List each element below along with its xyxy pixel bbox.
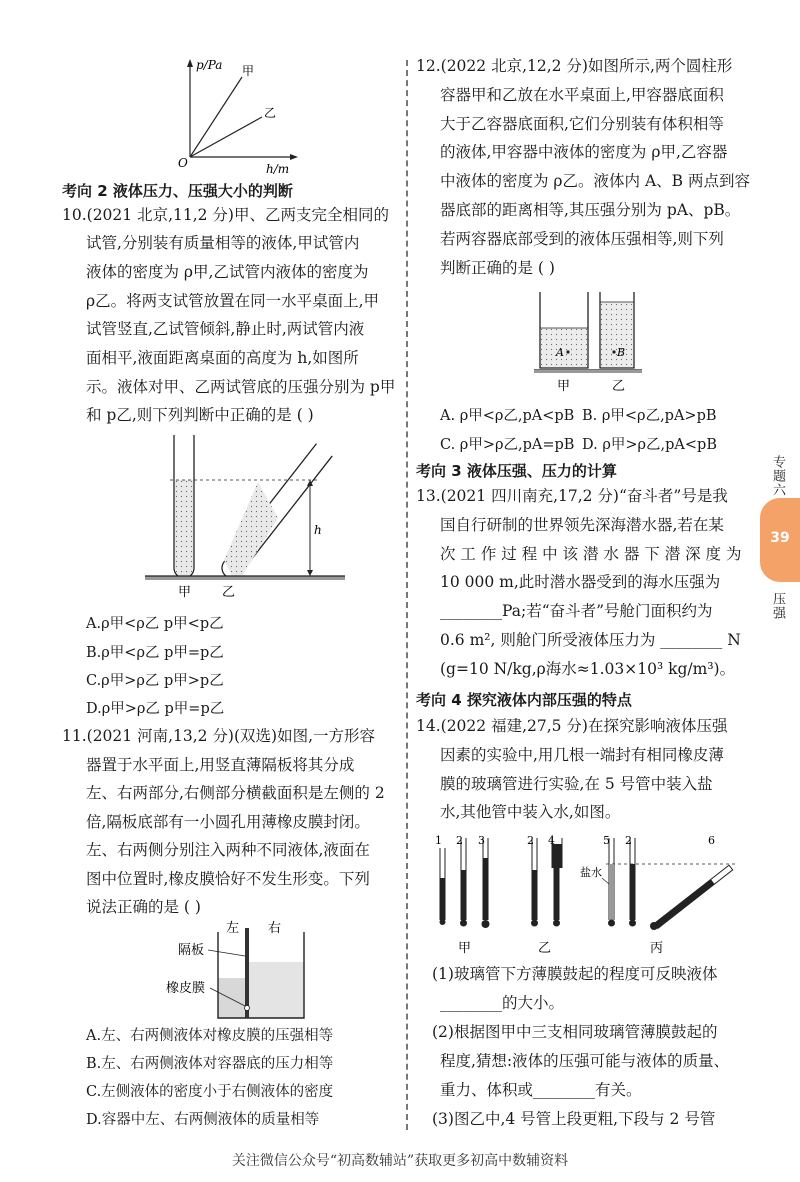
- graph-y-label: p/Pa: [196, 58, 223, 72]
- q11-option-b[interactable]: B.左、右两侧液体对容器底的压力相等: [86, 1056, 334, 1072]
- graph-x-label: h/m: [266, 162, 290, 176]
- label-right: 右: [268, 921, 282, 936]
- height-label: h: [314, 523, 322, 537]
- graph-line-yi: 乙: [264, 106, 277, 120]
- section-heading-3: 考向 3 液体压强、压力的计算: [416, 462, 617, 480]
- q10-line: 液体的密度为 ρ甲,乙试管内液体的密度为: [86, 263, 369, 281]
- q11-line: 图中位置时,橡皮膜恰好不发生形变。下列: [86, 870, 370, 888]
- q13-line: ________Pa;若“奋斗者”号舱门面积约为: [440, 602, 713, 620]
- q11-option-c[interactable]: C.左侧液体的密度小于右侧液体的密度: [86, 1084, 334, 1100]
- q12-option-c[interactable]: C. ρ甲>ρ乙,pA=pB: [440, 437, 575, 453]
- q12-line: 判断正确的是 ( ): [440, 259, 555, 277]
- q14-line: 14.(2022 福建,27,5 分)在探究影响液体压强: [416, 717, 728, 735]
- group-yi-label: 乙: [538, 941, 552, 956]
- tube-label-3: 3: [478, 834, 485, 847]
- section-heading-4: 考向 4 探究液体内部压强的特点: [416, 691, 632, 709]
- pressure-depth-graph: [150, 45, 300, 175]
- q13-line: 次 工 作 过 程 中 该 潜 水 器 下 潜 深 度 为: [440, 545, 742, 563]
- q10-line: 试管竖直,乙试管倾斜,静止时,两试管内液: [86, 320, 365, 338]
- q14-line: 因素的实验中,用几根一端封有相同橡皮薄: [440, 746, 724, 764]
- q11-line: 倍,隔板底部有一小圆孔用薄橡皮膜封闭。: [86, 813, 370, 831]
- side-tab-chapter: 压强: [770, 592, 785, 620]
- q10-line: 试管,分别装有质量相等的液体,甲试管内: [86, 234, 360, 252]
- tube-label-6: 6: [708, 834, 715, 847]
- q12-line: 器底部的距离相等,其压强分别为 pA、pB。: [440, 201, 741, 219]
- q14-sub-line: ________的大小。: [440, 994, 565, 1012]
- group-jia-label: 甲: [458, 941, 472, 956]
- q10-option-d[interactable]: D.ρ甲>ρ乙 p甲=p乙: [86, 701, 225, 717]
- q12-line: 中液体的密度为 ρ乙。液体内 A、B 两点到容: [440, 172, 750, 190]
- tube-label-1: 1: [435, 834, 442, 847]
- q14-sub-line: 程度,猜想:液体的压强可能与液体的质量、: [440, 1052, 730, 1070]
- q10-line: 和 p乙,则下列判断中正确的是 ( ): [86, 406, 314, 424]
- q11-line: 左、右两侧分别注入两种不同液体,液面在: [86, 841, 370, 859]
- q10-option-c[interactable]: C.ρ甲>ρ乙 p甲>p乙: [86, 673, 224, 689]
- section-heading-2: 考向 2 液体压力、压强大小的判断: [62, 182, 293, 200]
- tube-label-2: 2: [456, 834, 463, 847]
- q10-line: ρ乙。将两支试管放置在同一水平桌面上,甲: [86, 292, 380, 310]
- group-bing-label: 丙: [650, 941, 664, 956]
- q12-option-a[interactable]: A. ρ甲<ρ乙,pA<pB: [440, 408, 575, 424]
- q11-line: 左、右两部分,右侧部分横截面积是左侧的 2: [86, 784, 385, 802]
- partition-container-figure: [160, 920, 360, 1020]
- tube-label-4: 4: [548, 834, 555, 847]
- q11-option-d[interactable]: D.容器中左、右两侧液体的质量相等: [86, 1112, 320, 1128]
- q11-option-a[interactable]: A.左、右两侧液体对橡皮膜的压强相等: [86, 1028, 334, 1044]
- label-left: 左: [226, 921, 240, 936]
- q12-line: 的液体,甲容器中液体的密度为 ρ甲,乙容器: [440, 143, 728, 161]
- tube-label-2b: 2: [527, 834, 534, 847]
- q13-line: 10 000 m,此时潜水器受到的海水压强为: [440, 573, 721, 591]
- q14-sub-line: (2)根据图甲中三支相同玻璃管薄膜鼓起的: [432, 1023, 718, 1041]
- q14-sub-line: 重力、体积或________有关。: [440, 1081, 642, 1099]
- q10-line: 面相平,液面距离桌面的高度为 h,如图所: [86, 349, 359, 367]
- test-tubes-figure: [140, 430, 350, 600]
- q13-line: 国自行研制的世界领先深海潜水器,若在某: [440, 516, 724, 534]
- q14-sub-line: (3)图乙中,4 号管上段更粗,下段与 2 号管: [432, 1110, 716, 1128]
- glass-tubes-figure: [426, 828, 756, 958]
- q10-option-a[interactable]: A.ρ甲<ρ乙 p甲<p乙: [86, 616, 224, 632]
- page-number: 39: [770, 530, 790, 546]
- q12-option-d[interactable]: D. ρ甲>ρ乙,pA<pB: [582, 437, 717, 453]
- q14-sub-line: (1)玻璃管下方薄膜鼓起的程度可反映液体: [432, 965, 718, 983]
- q14-line: 膜的玻璃管进行实验,在 5 号管中装入盐: [440, 775, 713, 793]
- q13-line: (g=10 N/kg,ρ海水≈1.03×10³ kg/m³)。: [440, 660, 736, 678]
- label-membrane: 橡皮膜: [166, 981, 206, 996]
- q12-line: 12.(2022 北京,12,2 分)如图所示,两个圆柱形: [416, 57, 733, 75]
- tube-label-5: 5: [603, 834, 610, 847]
- q11-line: 11.(2021 河南,13,2 分)(双选)如图,一方形容: [62, 727, 376, 745]
- graph-origin: O: [178, 156, 188, 170]
- container-yi-label: 乙: [612, 379, 626, 394]
- q13-line: 0.6 m², 则舱门所受液体压力为 ________ N: [440, 631, 741, 649]
- cylinders-figure: [530, 288, 670, 398]
- side-tab-topic: 专题六: [770, 455, 785, 497]
- q10-line: 示。液体对甲、乙两试管底的压强分别为 p甲: [86, 378, 396, 396]
- q11-line: 器置于水平面上,用竖直薄隔板将其分成: [86, 756, 355, 774]
- column-divider: [406, 60, 408, 1130]
- q13-line: 13.(2021 四川南充,17,2 分)“奋斗者”号是我: [416, 487, 728, 505]
- label-partition: 隔板: [178, 943, 205, 958]
- graph-line-jia: 甲: [242, 64, 255, 78]
- q10-option-b[interactable]: B.ρ甲<ρ乙 p甲=p乙: [86, 645, 224, 661]
- tube-jia-label: 甲: [178, 585, 192, 600]
- q10-line: 10.(2021 北京,11,2 分)甲、乙两支完全相同的: [62, 206, 389, 224]
- point-a-label: A: [556, 346, 564, 359]
- container-jia-label: 甲: [557, 379, 571, 394]
- footer-note: 关注微信公众号“初高数辅站”获取更多初高中数辅资料: [231, 1153, 569, 1169]
- q12-line: 若两容器底部受到的液体压强相等,则下列: [440, 230, 724, 248]
- tube-yi-label: 乙: [222, 585, 236, 600]
- q12-option-b[interactable]: B. ρ甲<ρ乙,pA>pB: [582, 408, 717, 424]
- q11-line: 说法正确的是 ( ): [86, 898, 201, 916]
- q12-line: 容器甲和乙放在水平桌面上,甲容器底面积: [440, 86, 724, 104]
- point-b-label: B: [617, 346, 626, 359]
- q12-line: 大于乙容器底面积,它们分别装有体积相等: [440, 115, 724, 133]
- tube-label-2c: 2: [625, 834, 632, 847]
- q14-line: 水,其他管中装入水,如图。: [440, 803, 621, 821]
- salt-water-label: 盐水: [580, 866, 602, 879]
